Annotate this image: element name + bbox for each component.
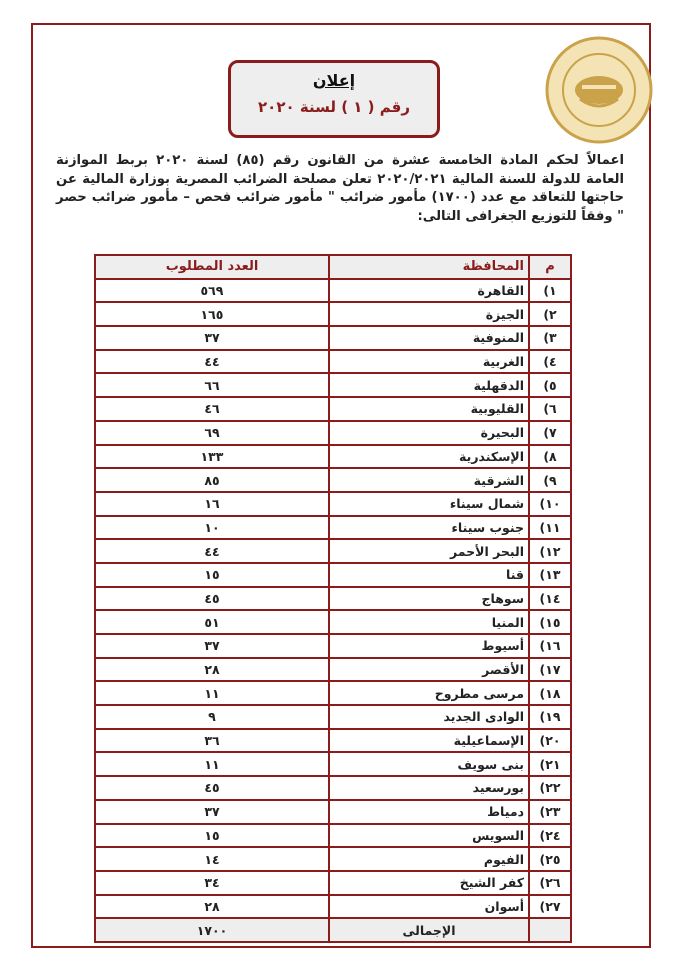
intro-paragraph: اعمالاً لحكم المادة الخامسة عشرة من القانون رقم (٨٥) لسنة ٢٠٢٠ بربط الموازنة العامة للدولة للسنة المالية ٢٠٢٠/٢٠٢١ تعلن مصلحة الضرائب المصرية بوزارة المالية عن حاجتها للتعاقد مع عدد (١٧٠٠) مأمور ضرائب " مأمور ضرائب فحص – مأمور ضرائب حصر " وفقاً للتوزيع الجغرافى التالى: <box>56 153 624 224</box>
table-row <box>95 563 571 587</box>
row-count: ١٦٥ <box>95 302 329 326</box>
row-number: ٢١) <box>529 752 571 776</box>
row-number: ٣) <box>529 326 571 350</box>
row-governorate: الغربية <box>329 350 529 374</box>
row-count: ١١ <box>95 752 329 776</box>
table-row <box>95 539 571 563</box>
header-governorate: المحافظة <box>329 255 529 279</box>
row-number: ١٨) <box>529 681 571 705</box>
row-governorate: المنيا <box>329 610 529 634</box>
row-count: ٤٤ <box>95 350 329 374</box>
row-governorate: أسوان <box>329 895 529 919</box>
row-governorate: الفيوم <box>329 847 529 871</box>
table-row <box>95 752 571 776</box>
row-governorate: سوهاج <box>329 587 529 611</box>
row-count: ٥١ <box>95 610 329 634</box>
row-count: ٣٤ <box>95 871 329 895</box>
table-row <box>95 587 571 611</box>
table-row <box>95 445 571 469</box>
total-label: الإجمالى <box>329 918 529 942</box>
row-number: ١١) <box>529 516 571 540</box>
total-row <box>95 918 571 942</box>
row-count: ٤٥ <box>95 587 329 611</box>
table-row <box>95 516 571 540</box>
table-header-row <box>95 255 571 279</box>
row-governorate: البحر الأحمر <box>329 539 529 563</box>
row-governorate: الإسماعيلية <box>329 729 529 753</box>
row-count: ٣٦ <box>95 729 329 753</box>
row-number: ٥) <box>529 373 571 397</box>
table-row <box>95 847 571 871</box>
row-governorate: القليوبية <box>329 397 529 421</box>
row-number: ٢٣) <box>529 800 571 824</box>
total-value: ١٧٠٠ <box>95 918 329 942</box>
row-count: ٦٦ <box>95 373 329 397</box>
row-governorate: البحيرة <box>329 421 529 445</box>
row-count: ٢٨ <box>95 895 329 919</box>
table-row <box>95 279 571 303</box>
row-number: ٧) <box>529 421 571 445</box>
header-count: العدد المطلوب <box>95 255 329 279</box>
row-number: ١٣) <box>529 563 571 587</box>
row-count: ٨٥ <box>95 468 329 492</box>
row-number: ١٦) <box>529 634 571 658</box>
row-count: ١٥ <box>95 824 329 848</box>
table-row <box>95 397 571 421</box>
table-row <box>95 350 571 374</box>
row-number: ١٧) <box>529 658 571 682</box>
row-count: ١١ <box>95 681 329 705</box>
header-num: م <box>529 255 571 279</box>
row-count: ٦٩ <box>95 421 329 445</box>
row-governorate: دمياط <box>329 800 529 824</box>
table-row <box>95 895 571 919</box>
table-row <box>95 658 571 682</box>
announcement-title-box <box>228 60 440 138</box>
row-governorate: المنوفية <box>329 326 529 350</box>
table-row <box>95 610 571 634</box>
row-count: ٣٧ <box>95 326 329 350</box>
row-governorate: القاهرة <box>329 279 529 303</box>
total-empty-cell <box>529 918 571 942</box>
row-number: ١٤) <box>529 587 571 611</box>
row-count: ٤٥ <box>95 776 329 800</box>
table-row <box>95 705 571 729</box>
table-row <box>95 326 571 350</box>
table-row <box>95 871 571 895</box>
row-number: ٢٧) <box>529 895 571 919</box>
row-number: ٢٦) <box>529 871 571 895</box>
row-count: ١٦ <box>95 492 329 516</box>
table-row <box>95 776 571 800</box>
row-governorate: الشرقية <box>329 468 529 492</box>
row-governorate: السويس <box>329 824 529 848</box>
row-governorate: كفر الشيخ <box>329 871 529 895</box>
table-row <box>95 492 571 516</box>
table-row <box>95 729 571 753</box>
row-number: ٤) <box>529 350 571 374</box>
row-count: ٢٨ <box>95 658 329 682</box>
row-governorate: بورسعيد <box>329 776 529 800</box>
row-governorate: الجيزة <box>329 302 529 326</box>
announcement-title: إعلان <box>312 71 356 90</box>
row-count: ٤٦ <box>95 397 329 421</box>
row-number: ١٩) <box>529 705 571 729</box>
table-row <box>95 681 571 705</box>
row-governorate: بنى سويف <box>329 752 529 776</box>
ministry-logo <box>544 35 654 145</box>
row-number: ١٥) <box>529 610 571 634</box>
row-number: ٩) <box>529 468 571 492</box>
table-row <box>95 421 571 445</box>
row-number: ١٠) <box>529 492 571 516</box>
announcement-number: رقم ( ١ ) لسنة ٢٠٢٠ <box>258 98 410 116</box>
table-row <box>95 634 571 658</box>
row-number: ٢٤) <box>529 824 571 848</box>
row-count: ٣٧ <box>95 800 329 824</box>
row-count: ١٤ <box>95 847 329 871</box>
row-count: ٣٧ <box>95 634 329 658</box>
table-row <box>95 800 571 824</box>
row-number: ١٢) <box>529 539 571 563</box>
row-count: ٩ <box>95 705 329 729</box>
row-count: ١٥ <box>95 563 329 587</box>
row-number: ٢٥) <box>529 847 571 871</box>
row-count: ١٠ <box>95 516 329 540</box>
row-number: ٦) <box>529 397 571 421</box>
row-number: ٢٢) <box>529 776 571 800</box>
row-count: ٥٦٩ <box>95 279 329 303</box>
row-governorate: مرسى مطروح <box>329 681 529 705</box>
row-count: ٤٤ <box>95 539 329 563</box>
table-row <box>95 824 571 848</box>
row-governorate: شمال سيناء <box>329 492 529 516</box>
row-governorate: الدقهلية <box>329 373 529 397</box>
row-governorate: قنا <box>329 563 529 587</box>
table-row <box>95 468 571 492</box>
distribution-table <box>94 254 572 943</box>
row-number: ٢٠) <box>529 729 571 753</box>
row-governorate: الأقصر <box>329 658 529 682</box>
row-governorate: الوادى الجديد <box>329 705 529 729</box>
table-row <box>95 302 571 326</box>
row-count: ١٣٣ <box>95 445 329 469</box>
row-number: ٨) <box>529 445 571 469</box>
row-governorate: جنوب سيناء <box>329 516 529 540</box>
row-governorate: الإسكندرية <box>329 445 529 469</box>
table-row <box>95 373 571 397</box>
row-governorate: أسيوط <box>329 634 529 658</box>
row-number: ٢) <box>529 302 571 326</box>
row-number: ١) <box>529 279 571 303</box>
